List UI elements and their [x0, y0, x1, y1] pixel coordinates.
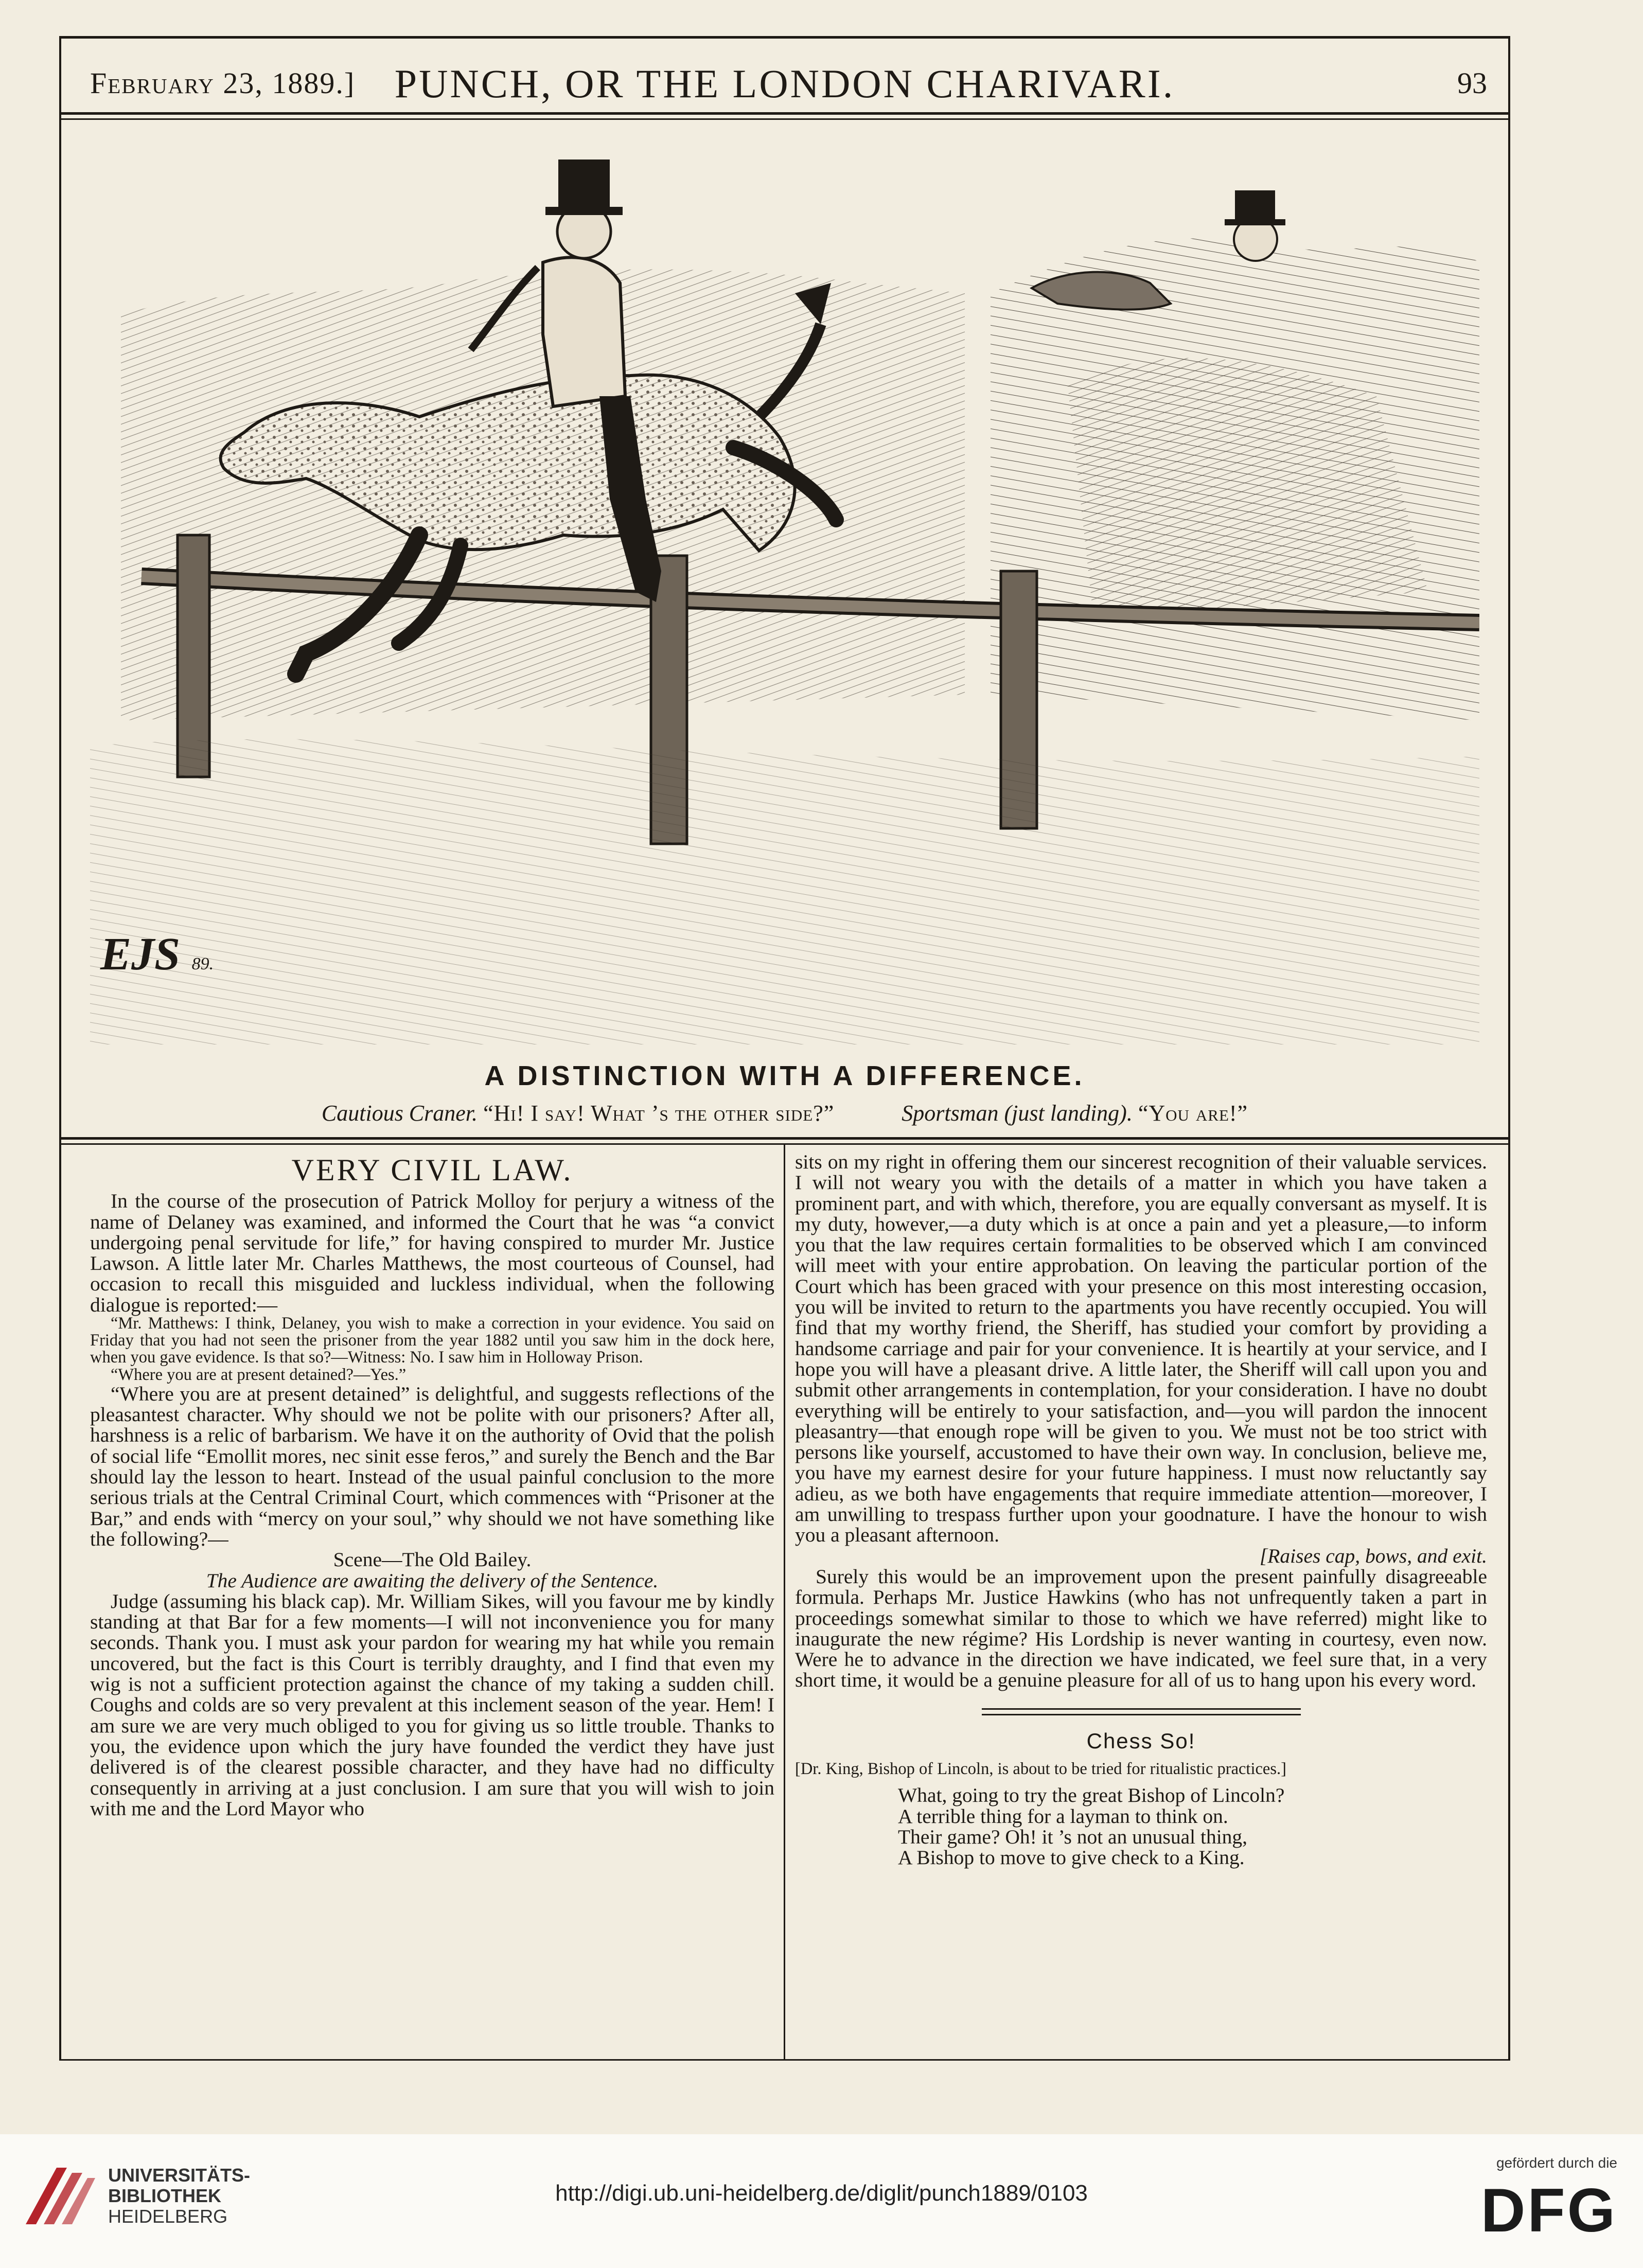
newspaper-page — [59, 36, 1510, 2115]
monogram-letters: EJS — [100, 929, 181, 980]
verse-line: A Bishop to move to give check to a King. — [898, 1846, 1245, 1869]
cartoon-caption — [59, 1100, 1510, 1126]
chess-verse — [795, 1785, 1487, 1868]
permalink-url[interactable]: http://digi.ub.uni-heidelberg.de/diglit/punch1889/0103 — [555, 2181, 1088, 2206]
top-border-rule — [59, 36, 1510, 39]
monogram-year: 89. — [191, 954, 214, 973]
article-paragraph-2: “Where you are at present detained” is delightful, and suggests reflections of the pleasantest character. Why should we not be polite with our prisoners? After all, harshness is a relic of barbarism. We have it on the authority of Ovid that the polish of social life “Emollit mores, nec sinit esse feros,” and surely the Bench and the Bar should lay the lesson to heart. Instead of the usual painful conclusion to the more serious trials at the Central Criminal Court, which commences with “Prisoner at the Bar,” and ends with “mercy on your soul,” why should we not have something like the following?— — [90, 1382, 774, 1550]
hunting-scene-drawing — [90, 129, 1479, 1044]
chess-note: [Dr. King, Bishop of Lincoln, is about to be tried for ritualistic practices.] — [795, 1760, 1286, 1779]
caption-right-speaker: Sportsman — [902, 1101, 999, 1126]
caption-right-quote: “You are!” — [1138, 1101, 1248, 1126]
verse-line: Their game? Oh! it ’s not an unusual thing, — [898, 1825, 1248, 1848]
page-number: 93 — [1457, 66, 1487, 100]
library-line-2: BIBLIOTHEK — [108, 2185, 221, 2206]
verse-line: What, going to try the great Bishop of Lincoln? — [898, 1784, 1285, 1807]
right-border-rule — [1508, 36, 1510, 2061]
cartoon-illustration — [90, 129, 1479, 1044]
publication-title: PUNCH, OR THE LONDON CHARIVARI. — [394, 61, 1175, 106]
article-heading: VERY CIVIL LAW. — [291, 1153, 573, 1187]
library-line-1: UNIVERSITÄTS- — [108, 2165, 251, 2186]
viewer-footer — [0, 2134, 1643, 2268]
caption-rule — [59, 1137, 1510, 1140]
issue-date: February 23, 1889.] — [90, 66, 356, 100]
sponsor-label: gefördert durch die — [1496, 2155, 1617, 2171]
cartoon-title: A DISTINCTION WITH A DIFFERENCE. — [484, 1060, 1085, 1091]
left-column — [90, 1151, 774, 1819]
bottom-border-rule — [59, 2059, 1510, 2061]
judge-speech-continued: sits on my right in offering them our sincerest recognition of their valuable services. I will not weary you with the details of a matter in which you have taken a prominent part, and with which, therefore, you are equally conversant as myself. It is my duty, however,—a duty which is at once a pain and yet a pleasure,—to inform you that the law requires certain formalities to be observed which I am convinced will meet with your entire approbation. On leaving the particular portion of the Court which has been graced with your presence on this most interesting occasion, you will be invited to return to the apartments you have recently occupied. You will find that my worthy friend, the Sheriff, has studied your comfort by providing a handsome carriage and pair for your convenience. It is heartily at your service, and I hope you will have a pleasant drive. A little later, the Sheriff will call upon you and submit other arrangements in contemplation, for your consideration. I have no doubt everything will be entirely to your satisfaction, and—you will pardon the innocent pleasantry—that enough rope will be given to you. We must not be too strict with persons like yourself, accustomed to have their own way. In conclusion, believe me, you have my earnest desire for your future happiness. I must now reluctantly say adieu, as we both have engagements that require immediate attention—moreover, I am unwilling to trespass further upon your goodnature. I have the honour to wish you a pleasant afternoon. — [795, 1150, 1487, 1547]
artist-monogram — [100, 931, 214, 987]
section-separator — [982, 1708, 1301, 1715]
library-line-3: HEIDELBERG — [108, 2206, 228, 2227]
article-quote-1: “Mr. Matthews: I think, Delaney, you wish to make a correction in your evidence. You said on Friday that you had not seen the prisoner from the year 1882 until you saw him in the dock here, when you gave evidence. Is that so?—Witness: No. I saw him in Holloway Prison. — [90, 1314, 774, 1367]
stage-direction: The Audience are awaiting the delivery of the Sentence. — [206, 1569, 659, 1592]
right-column — [795, 1151, 1487, 1868]
exit-stage-direction: [Raises cap, bows, and exit. — [1259, 1544, 1487, 1567]
masthead — [59, 50, 1510, 112]
caption-left-speaker: Cautious Craner. — [321, 1101, 478, 1126]
left-border-rule — [59, 36, 61, 2061]
caption-left-quote: “Hi! I say! What ’s the other side?” — [483, 1101, 835, 1126]
masthead-rule-2 — [59, 118, 1510, 120]
column-divider — [784, 1143, 785, 2061]
article-quote-2: “Where you are at present detained?—Yes.” — [111, 1365, 407, 1384]
masthead-rule — [59, 112, 1510, 115]
scene-heading: Scene—The Old Bailey. — [333, 1548, 532, 1571]
verse-line: A terrible thing for a layman to think on. — [898, 1804, 1228, 1828]
caption-right-direction: (just landing). — [1004, 1101, 1133, 1126]
judge-speech: Judge (assuming his black cap). Mr. William Sikes, will you favour me by kindly standing at that Bar for a few moments—I will not inconvenience you for many seconds. Thank you. I must ask your pardon for wearing my hat while you remain uncovered, but the fact is this Court is terribly draughty, and I find that even my wig is not a sufficient protection against the chance of my taking a sudden chill. Coughs and colds are so very prevalent at this inclement season of the year. Hem! I am sure we are very much obliged to you for giving us so little trouble. Thanks to you, the evidence upon which the jury have founded the verdict they have just delivered is of the clearest possible character, and they have had no difficulty consequently in arriving at a just conclusion. I am sure that you will wish to join with me and the Lord Mayor who — [90, 1589, 774, 1820]
chess-heading: Chess So! — [1086, 1728, 1196, 1753]
closing-paragraph: Surely this would be an improvement upon the present painfully disagreeable formula. Perhaps Mr. Justice Hawkins (who has not unfrequently taken a part in proceedings somewhat similar to those to which we have referred) might like to inaugurate the new régime? His Lordship is never wanting in courtesy, even now. Were he to advance in the direction we have indicated, we feel sure that, in a very short time, it would be a genuine pleasure for all of us to hang upon his every word. — [795, 1565, 1487, 1692]
dfg-logo: DFG — [1480, 2176, 1617, 2245]
article-paragraph-1: In the course of the prosecution of Patrick Molloy for perjury a witness of the name of Delaney was examined, and informed the Court that he was “a convict undergoing penal servitude for life,” for having conspired to murder Mr. Justice Lawson. A little later Mr. Charles Matthews, the most courteous of Counsel, had occasion to recall this misguided and luckless individual, when the following dialogue is reported:— — [90, 1190, 774, 1316]
